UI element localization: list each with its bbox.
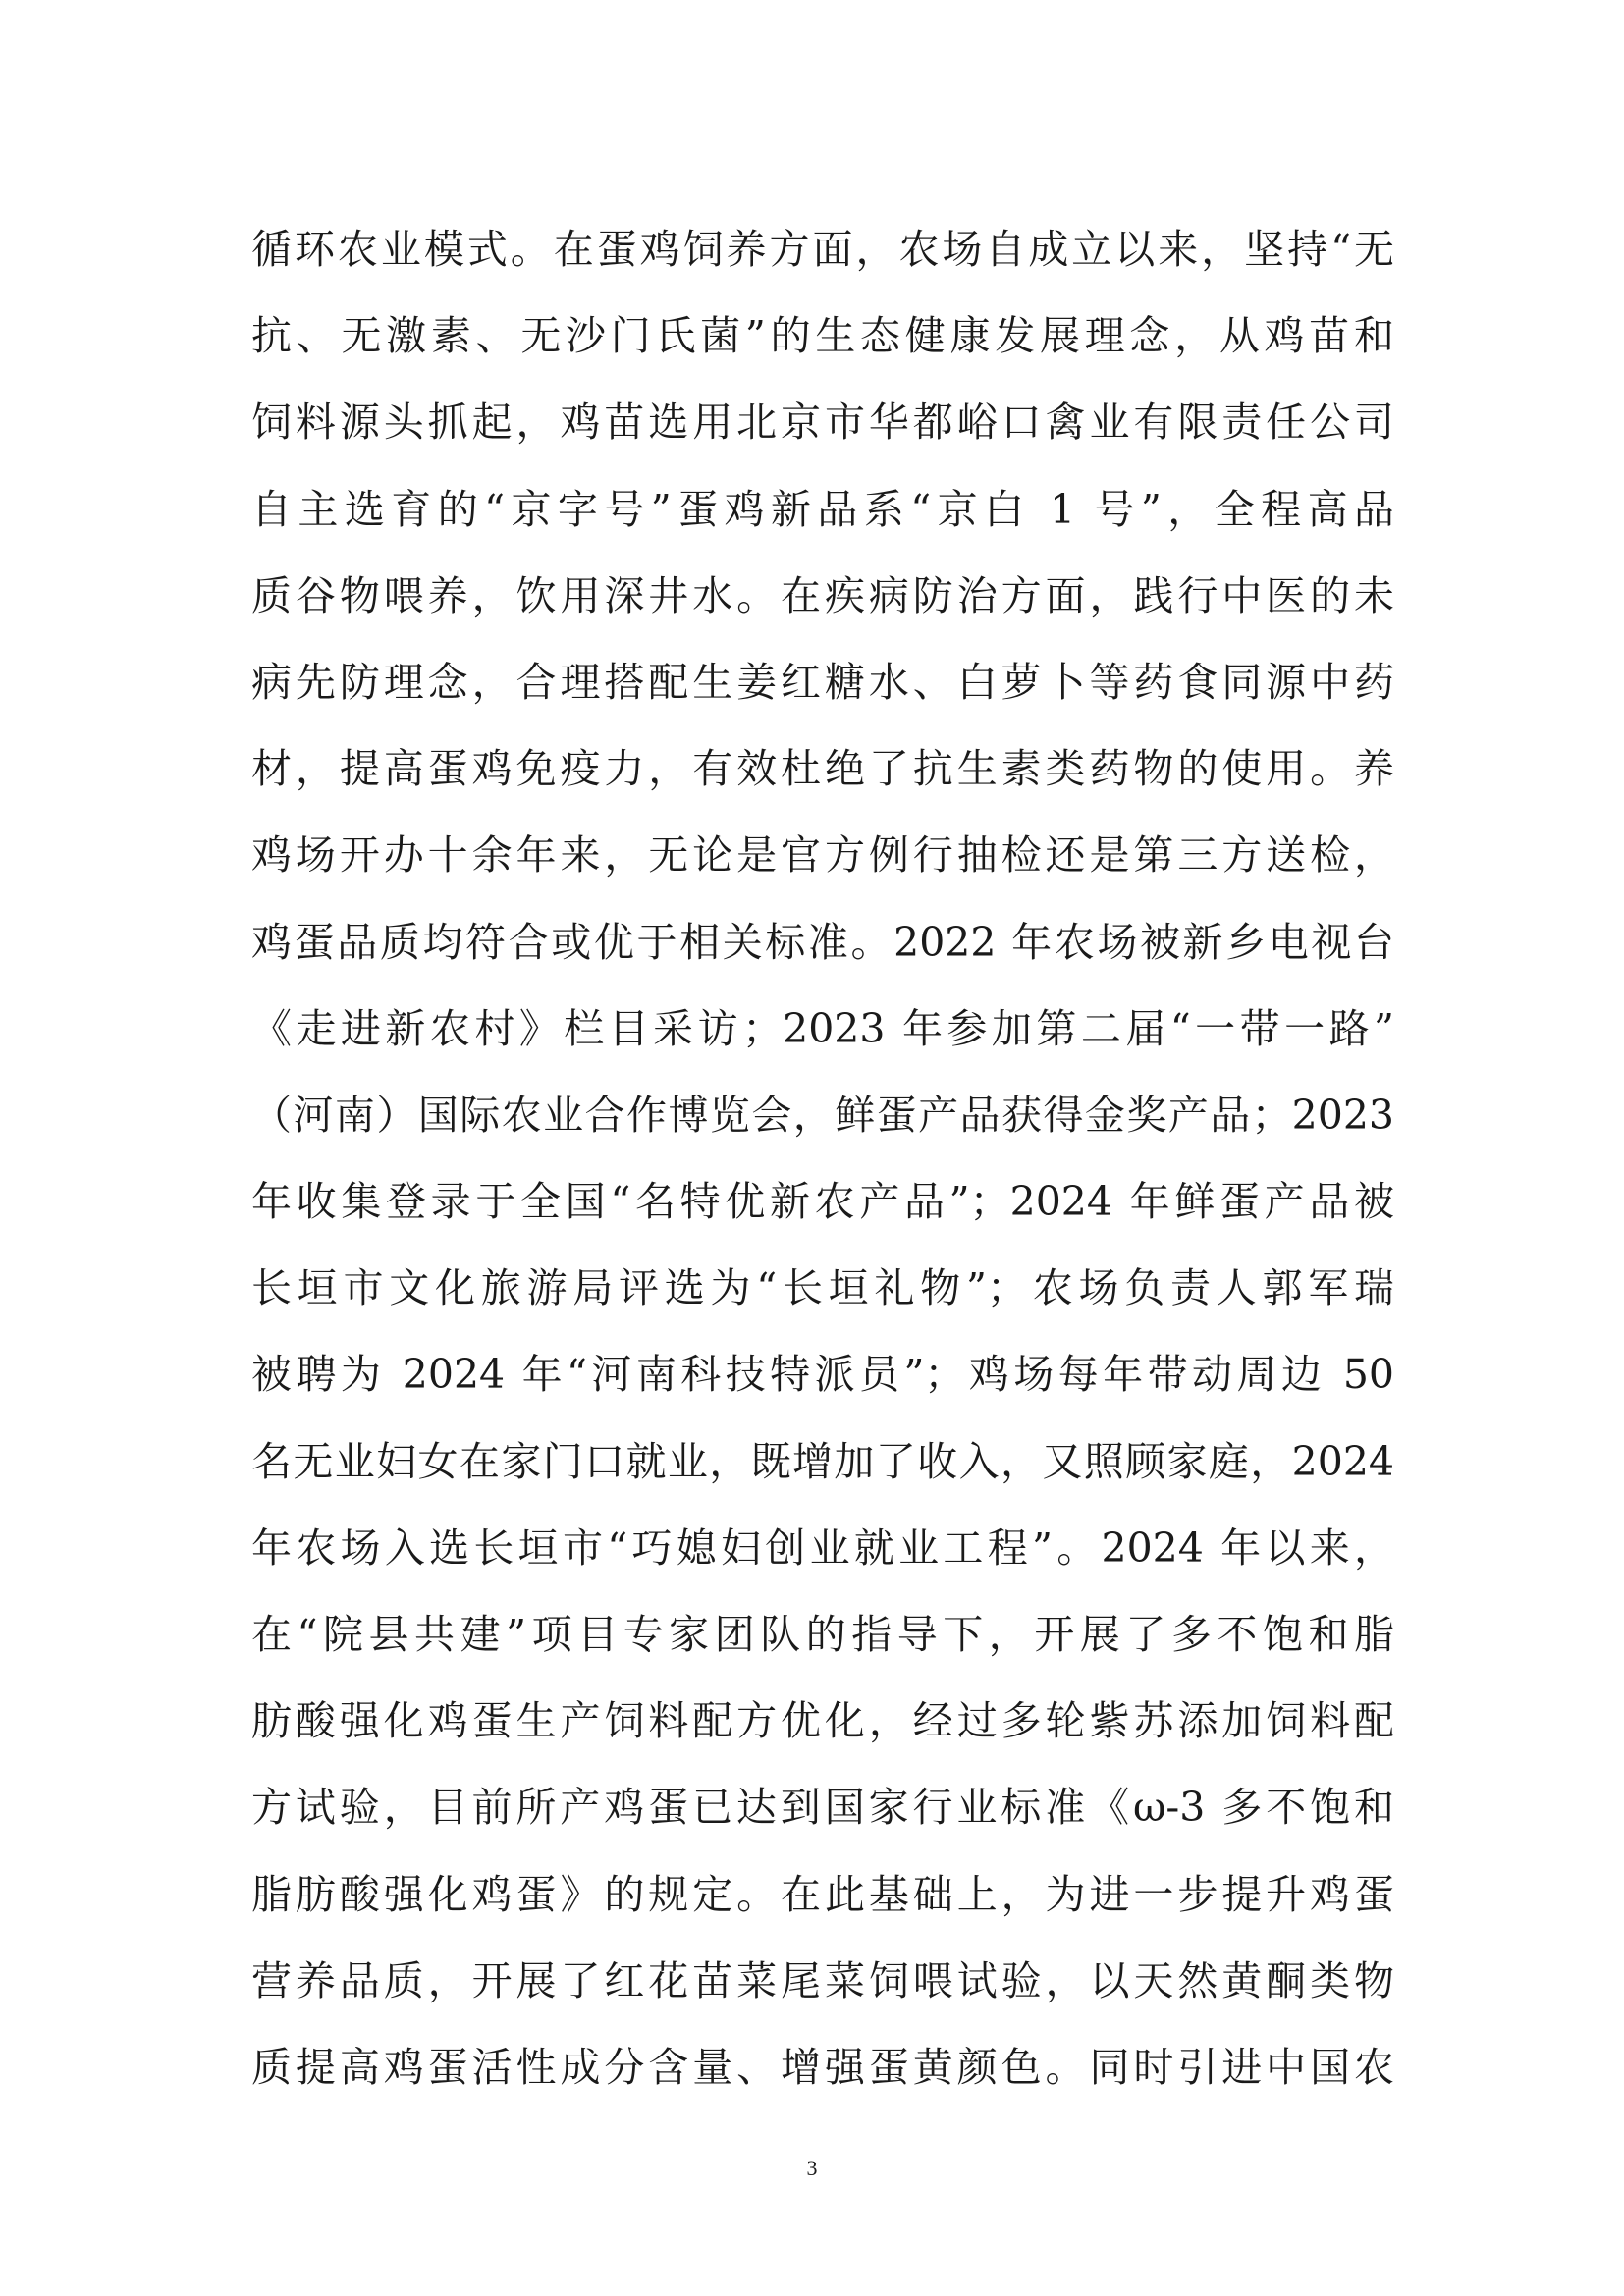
text-line: 鸡蛋品质均符合或优于相关标准。2022 年农场被新乡电视台 bbox=[251, 918, 1394, 966]
text-line: 抗、无激素、无沙门氏菌”的生态健康发展理念，从鸡苗和 bbox=[251, 312, 1394, 360]
text-line: 自主选育的“京字号”蛋鸡新品系“京白 1 号”，全程高品 bbox=[251, 485, 1394, 533]
text-line: 循环农业模式。在蛋鸡饲养方面，农场自成立以来，坚持“无 bbox=[251, 226, 1394, 273]
text-line: 肪酸强化鸡蛋生产饲料配方优化，经过多轮紫苏添加饲料配 bbox=[251, 1697, 1394, 1745]
text-line: 脂肪酸强化鸡蛋》的规定。在此基础上，为进一步提升鸡蛋 bbox=[251, 1870, 1394, 1918]
text-line: 质谷物喂养，饮用深井水。在疾病防治方面，践行中医的未 bbox=[251, 571, 1394, 619]
text-line: 方试验，目前所产鸡蛋已达到国家行业标准《ω-3 多不饱和 bbox=[251, 1784, 1394, 1832]
text-line: 营养品质，开展了红花苗菜尾菜饲喂试验，以天然黄酮类物 bbox=[251, 1956, 1394, 2004]
text-line: 年收集登录于全国“名特优新农产品”；2024 年鲜蛋产品被 bbox=[251, 1178, 1394, 1226]
text-line: 名无业妇女在家门口就业，既增加了收入，又照顾家庭，2024 bbox=[251, 1437, 1394, 1485]
text-line: 病先防理念，合理搭配生姜红糖水、白萝卜等药食同源中药 bbox=[251, 658, 1394, 706]
text-line: 在“院县共建”项目专家团队的指导下，开展了多不饱和脂 bbox=[251, 1611, 1394, 1658]
text-line: 被聘为 2024 年“河南科技特派员”；鸡场每年带动周边 50 bbox=[251, 1351, 1394, 1399]
text-line: 材，提高蛋鸡免疫力，有效杜绝了抗生素类药物的使用。养 bbox=[251, 745, 1394, 793]
text-line: 饲料源头抓起，鸡苗选用北京市华都峪口禽业有限责任公司 bbox=[251, 399, 1394, 447]
text-line: 鸡场开办十余年来，无论是官方例行抽检还是第三方送检， bbox=[251, 831, 1394, 880]
text-line: 《走进新农村》栏目采访；2023 年参加第二届“一带一路” bbox=[251, 1004, 1394, 1052]
text-line: （河南）国际农业合作博览会，鲜蛋产品获得金奖产品；2023 bbox=[251, 1091, 1394, 1139]
text-line: 长垣市文化旅游局评选为“长垣礼物”；农场负责人郭军瑞 bbox=[251, 1264, 1394, 1312]
text-line: 年农场入选长垣市“巧媳妇创业就业工程”。2024 年以来， bbox=[251, 1523, 1394, 1572]
text-line: 质提高鸡蛋活性成分含量、增强蛋黄颜色。同时引进中国农 bbox=[251, 2043, 1394, 2091]
page-number: 3 bbox=[806, 2156, 818, 2180]
body-text bbox=[251, 206, 1394, 2110]
